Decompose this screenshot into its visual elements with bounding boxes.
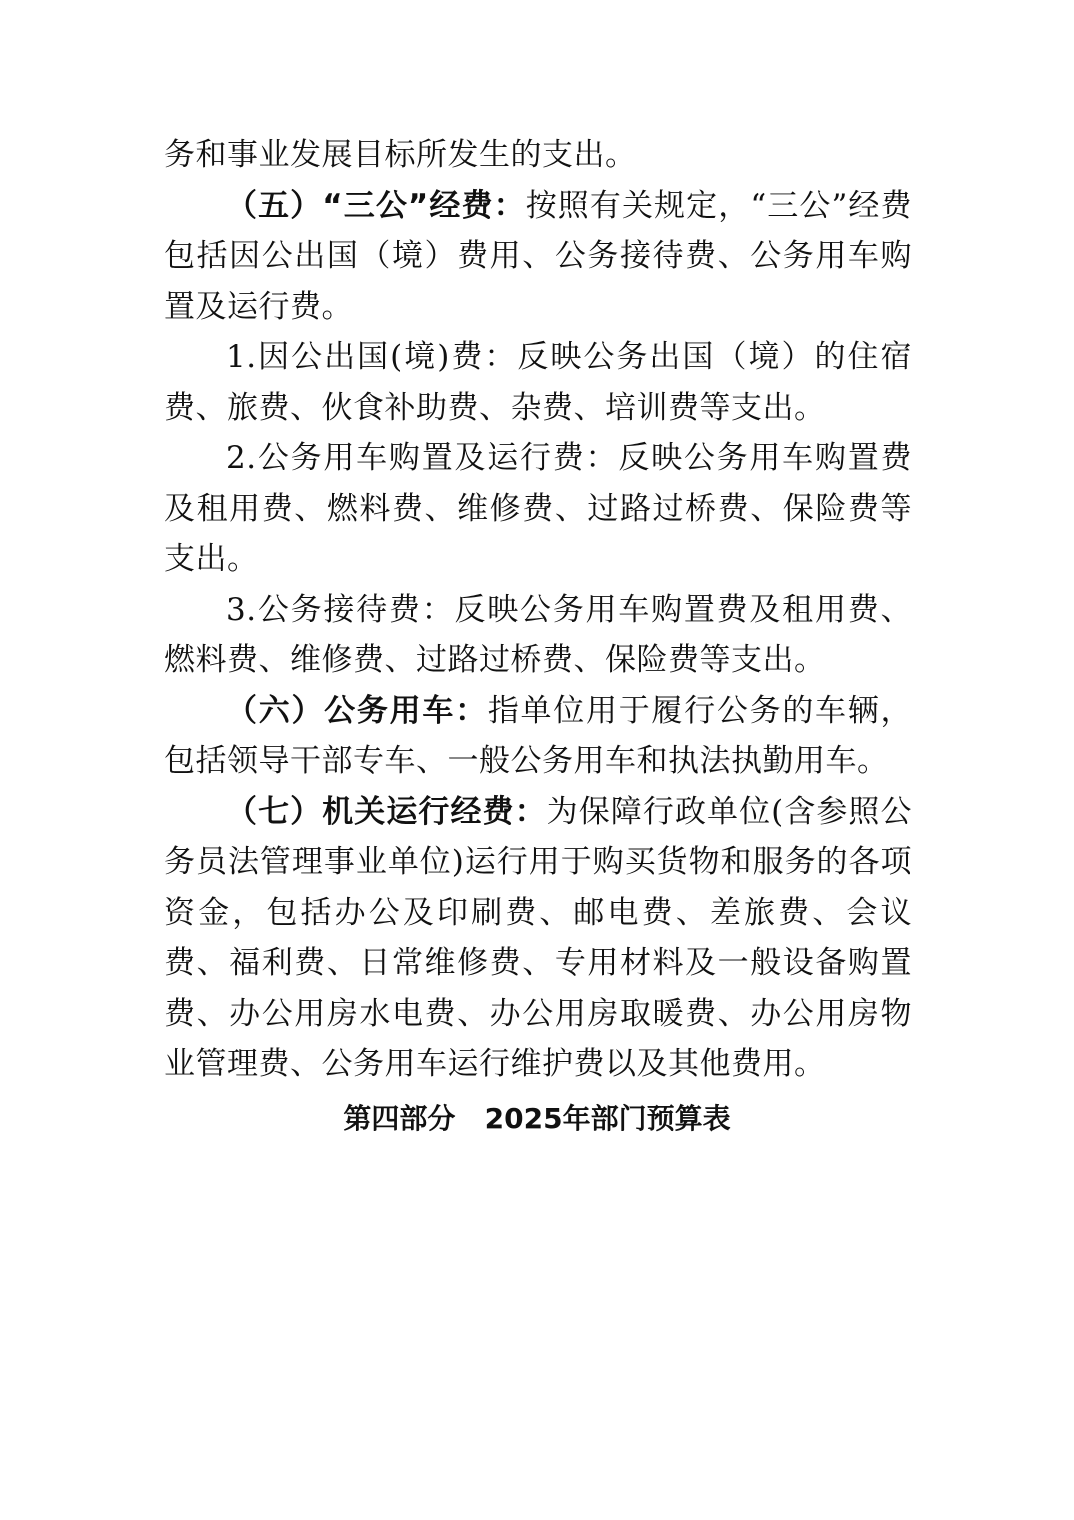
paragraph-text: 3.公务接待费：反映公务用车购置费及租用费、燃料费、维修费、过路过桥费、保险费等支出。 (164, 591, 912, 678)
paragraph-vehicle-purchase (164, 433, 912, 585)
document-body (164, 130, 912, 1090)
paragraph-heading: （七）机关运行经费： (226, 793, 547, 830)
paragraph-text: 2.公务用车购置及运行费：反映公务用车购置费及租用费、燃料费、维修费、过路过桥费、保险费等支出。 (164, 440, 912, 577)
paragraph-official-vehicles (164, 686, 912, 787)
paragraph-operating-funds (164, 787, 912, 1090)
paragraph-text: 1.因公出国(境)费：反映公务出国（境）的住宿费、旅费、伙食补助费、杂费、培训费等支出。 (164, 339, 912, 426)
section-title: 第四部分 2025年部门预算表 (343, 1102, 731, 1135)
paragraph-text: 为保障行政单位(含参照公务员法管理事业单位)运行用于购买货物和服务的各项资金，包括办公及印刷费、邮电费、差旅费、会议费、福利费、日常维修费、专用材料及一般设备购置费、办公用房水电费、办公用房取暖费、办公用房物业管理费、公务用车运行维护费以及其他费用。 (164, 793, 913, 1082)
paragraph-expenditure-continuation (164, 130, 912, 181)
paragraph-overseas-travel (164, 332, 912, 433)
paragraph-heading: （六）公务用车： (226, 692, 488, 729)
paragraph-official-reception (164, 585, 912, 686)
paragraph-three-public-funds (164, 181, 912, 333)
paragraph-text: 按照有关规定，“三公”经费包括因公出国（境）费用、公务接待费、公务用车购置及运行费。 (164, 187, 912, 325)
paragraph-heading: （五）“三公”经费： (226, 187, 526, 224)
paragraph-text: 务和事业发展目标所发生的支出。 (164, 137, 637, 173)
paragraph-text: 指单位用于履行公务的车辆，包括领导干部专车、一般公务用车和执法执勤用车。 (164, 692, 913, 779)
